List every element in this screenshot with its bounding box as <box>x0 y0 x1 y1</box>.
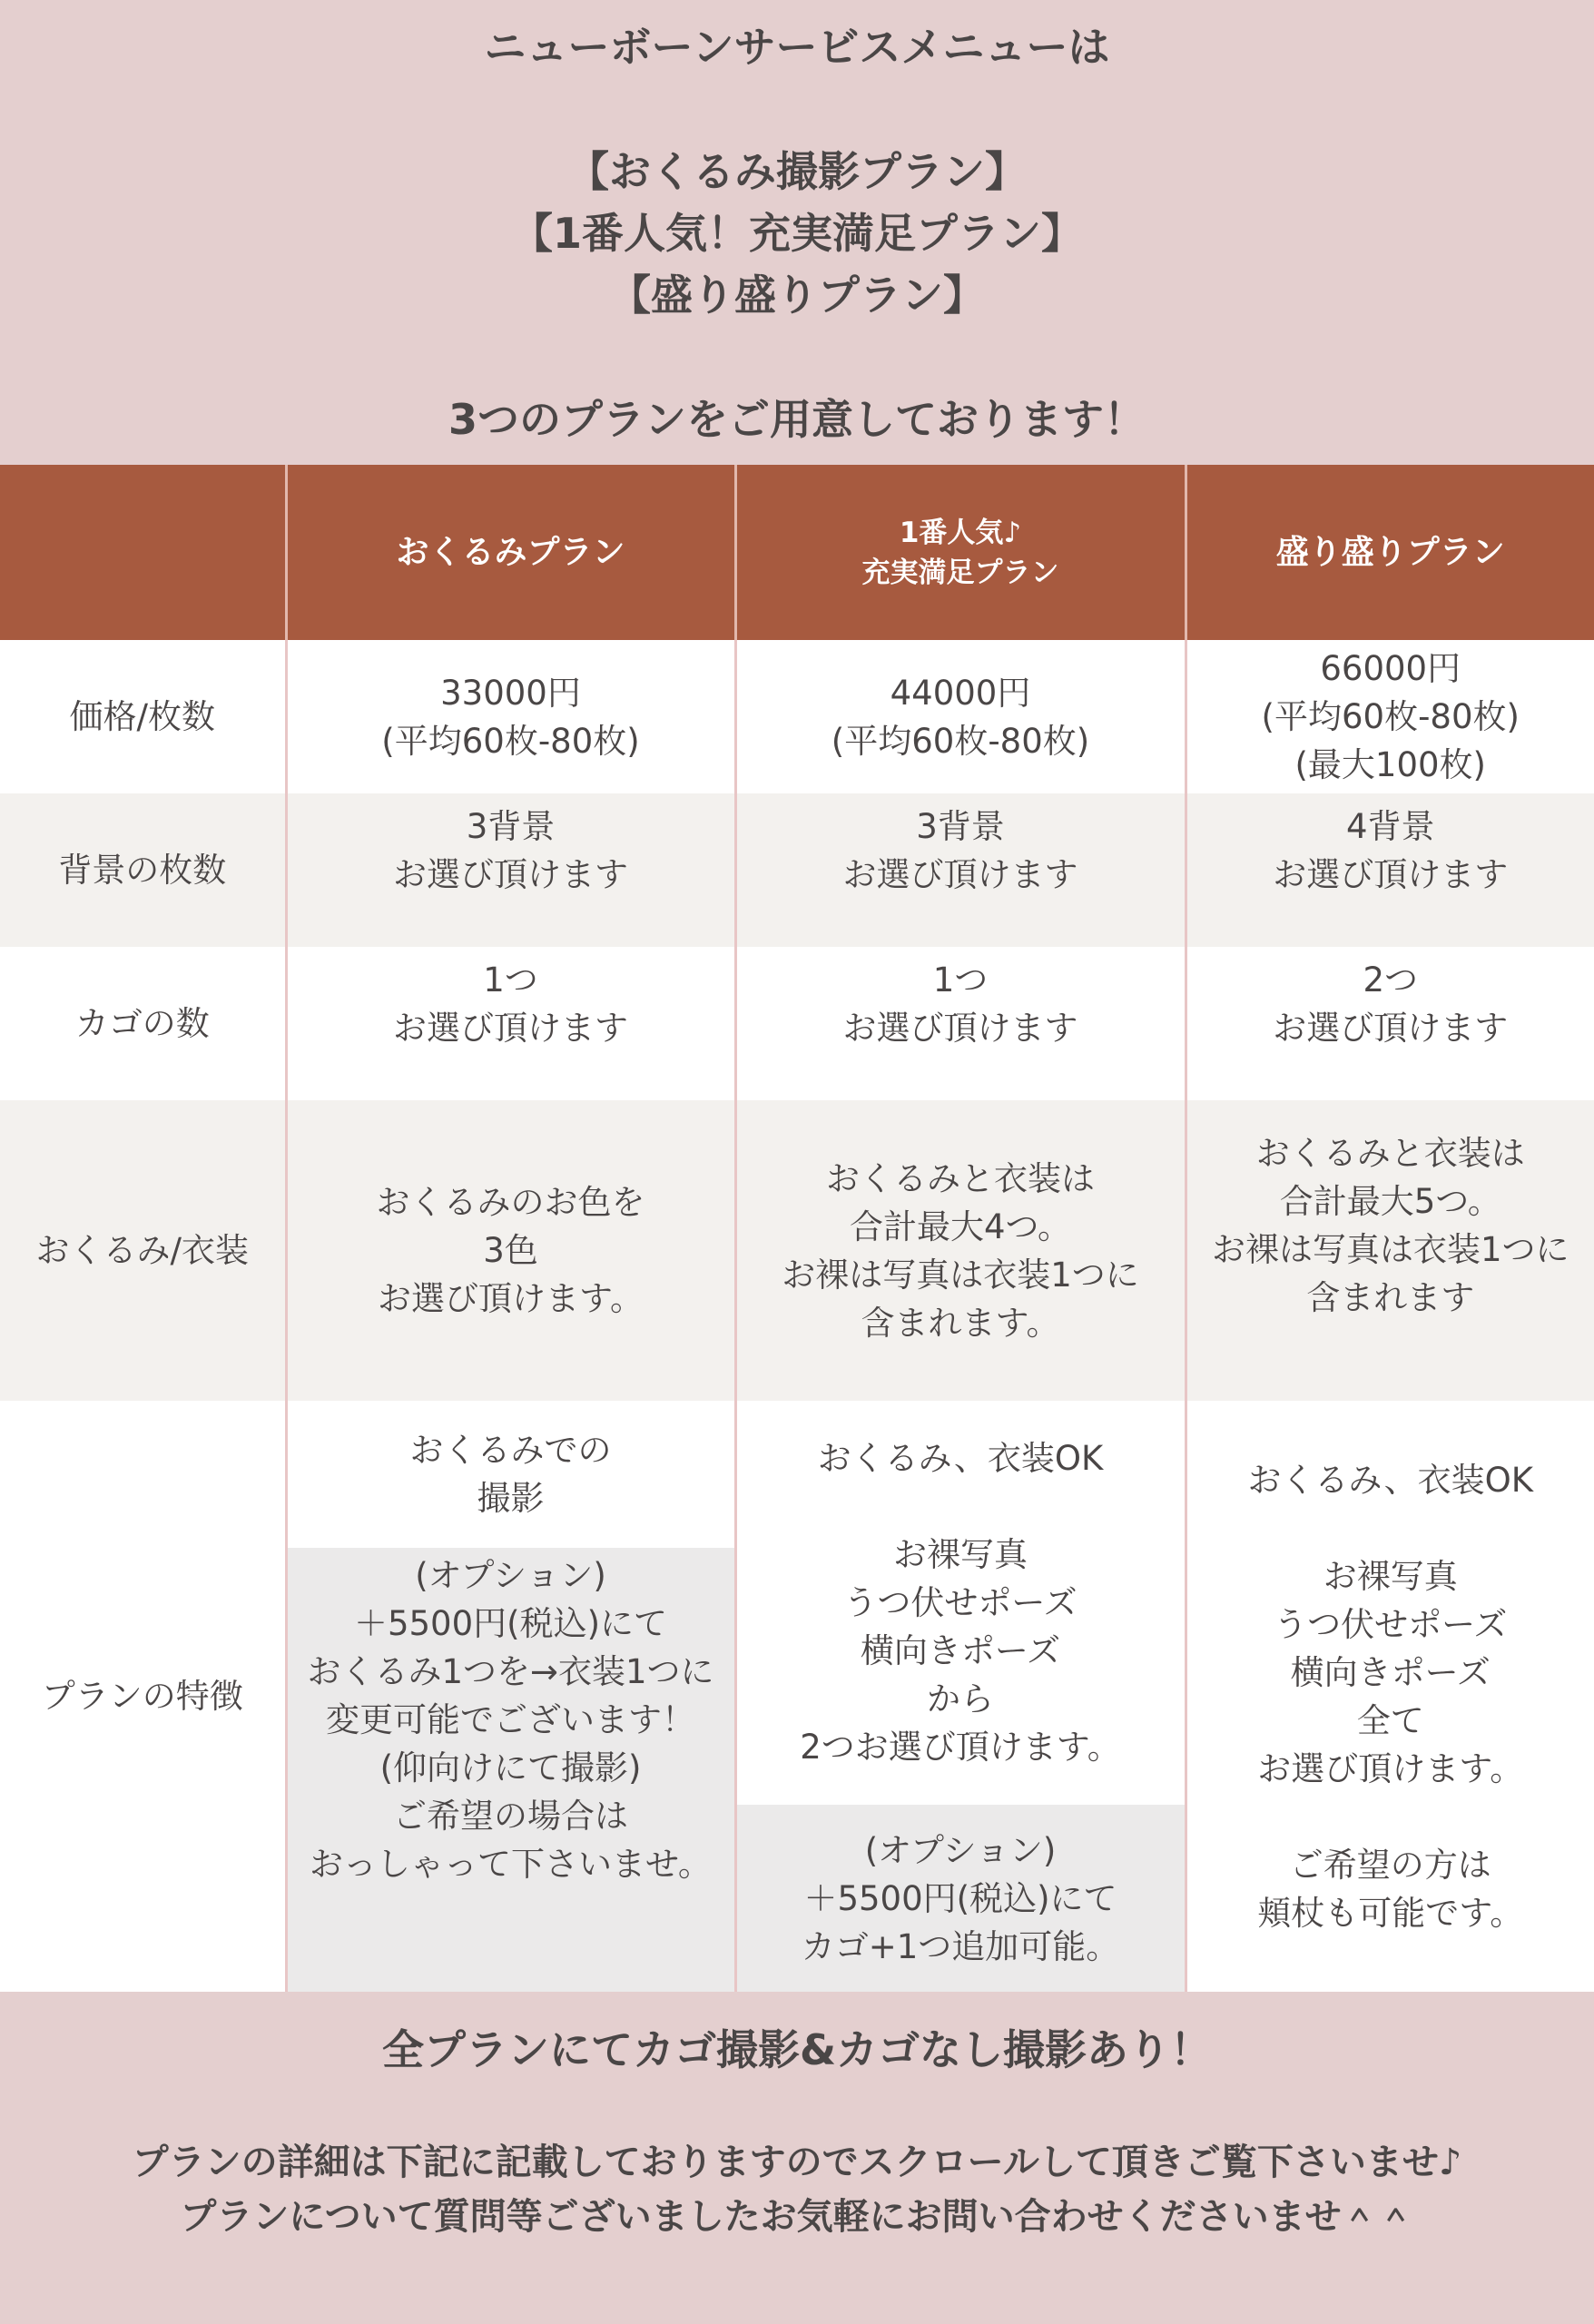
outro-section <box>0 1992 1594 2324</box>
cell-price-plan2: 44000円 (平均60枚-80枚) <box>735 640 1186 793</box>
row-label-features: プランの特徴 <box>0 1401 286 1992</box>
plan-comparison-table <box>0 465 1594 1992</box>
outro-basket-note: 全プランにてカゴ撮影&カゴなし撮影あり！ <box>381 2025 1213 2074</box>
intro-plan-2: 【1番人気！充実満足プラン】 <box>510 209 1083 258</box>
features-plan2-option: (オプション) ＋5500円(税込)にて カゴ+1つ追加可能。 <box>737 1805 1185 1992</box>
features-plan1-main: おくるみでの 撮影 <box>288 1401 734 1548</box>
header-plan-morimori-label: 盛り盛りプラン <box>1275 533 1505 571</box>
header-plan-juujitsu-label: 1番人気♪ 充実満足プラン <box>861 516 1059 589</box>
intro-summary: 3つのプランをご用意しております！ <box>448 395 1146 444</box>
header-corner <box>0 465 286 640</box>
cell-price-plan1: 33000円 (平均60枚-80枚) <box>286 640 735 793</box>
cell-features-plan1 <box>286 1401 735 1992</box>
table-row-price <box>0 640 1594 793</box>
cell-features-plan3: おくるみ、衣装OK お裸写真 うつ伏せポーズ 横向きポーズ 全て お選び頂けます。 ご希望の方は 頬杖も可能です。 <box>1186 1401 1594 1992</box>
table-row-costumes <box>0 1100 1594 1401</box>
row-label-backgrounds: 背景の枚数 <box>0 793 286 947</box>
cell-baskets-plan3: 2つ お選び頂けます <box>1186 947 1594 1100</box>
outro-contact-note: プランについて質問等ございましたお気軽にお問い合わせくださいませ＾＾ <box>180 2196 1414 2238</box>
cell-baskets-plan1: 1つ お選び頂けます <box>286 947 735 1100</box>
row-label-price: 価格/枚数 <box>0 640 286 793</box>
cell-backgrounds-plan2: 3背景 お選び頂けます <box>735 793 1186 947</box>
header-plan-morimori <box>1186 465 1594 640</box>
features-plan2-main: おくるみ、衣装OK お裸写真 うつ伏せポーズ 横向きポーズ から 2つお選び頂けます。 <box>737 1401 1185 1805</box>
intro-section <box>0 0 1594 465</box>
intro-plan-1: 【おくるみ撮影プラン】 <box>567 147 1027 196</box>
header-plan-juujitsu <box>735 465 1186 640</box>
table-row-backgrounds <box>0 793 1594 947</box>
cell-costumes-plan2: おくるみと衣装は 合計最大4つ。 お裸は写真は衣装1つに 含まれます。 <box>735 1100 1186 1401</box>
cell-price-plan3: 66000円 (平均60枚-80枚) (最大100枚) <box>1186 640 1594 793</box>
header-plan-okurumi <box>286 465 735 640</box>
cell-backgrounds-plan3: 4背景 お選び頂けます <box>1186 793 1594 947</box>
table-header-row <box>0 465 1594 640</box>
cell-backgrounds-plan1: 3背景 お選び頂けます <box>286 793 735 947</box>
table-row-baskets <box>0 947 1594 1100</box>
row-label-baskets: カゴの数 <box>0 947 286 1100</box>
intro-heading: ニューボーンサービスメニューは <box>484 23 1110 72</box>
row-label-costumes: おくるみ/衣装 <box>0 1100 286 1401</box>
cell-features-plan2 <box>735 1401 1186 1992</box>
features-plan1-option: (オプション) ＋5500円(税込)にて おくるみ1つを→衣装1つに 変更可能でございます！ (仰向けにて撮影) ご希望の場合は おっしゃって下さいませ。 <box>288 1548 734 1992</box>
intro-plan-3: 【盛り盛りプラン】 <box>609 271 985 320</box>
header-plan-okurumi-label: おくるみプラン <box>396 533 625 571</box>
cell-costumes-plan3: おくるみと衣装は 合計最大5つ。 お裸は写真は衣装1つに 含まれます <box>1186 1100 1594 1401</box>
outro-scroll-note: プランの詳細は下記に記載しておりますのでスクロールして頂きご覧下さいませ♪ <box>132 2142 1462 2183</box>
cell-costumes-plan1: おくるみのお色を 3色 お選び頂けます。 <box>286 1100 735 1401</box>
table-row-features <box>0 1401 1594 1992</box>
cell-baskets-plan2: 1つ お選び頂けます <box>735 947 1186 1100</box>
